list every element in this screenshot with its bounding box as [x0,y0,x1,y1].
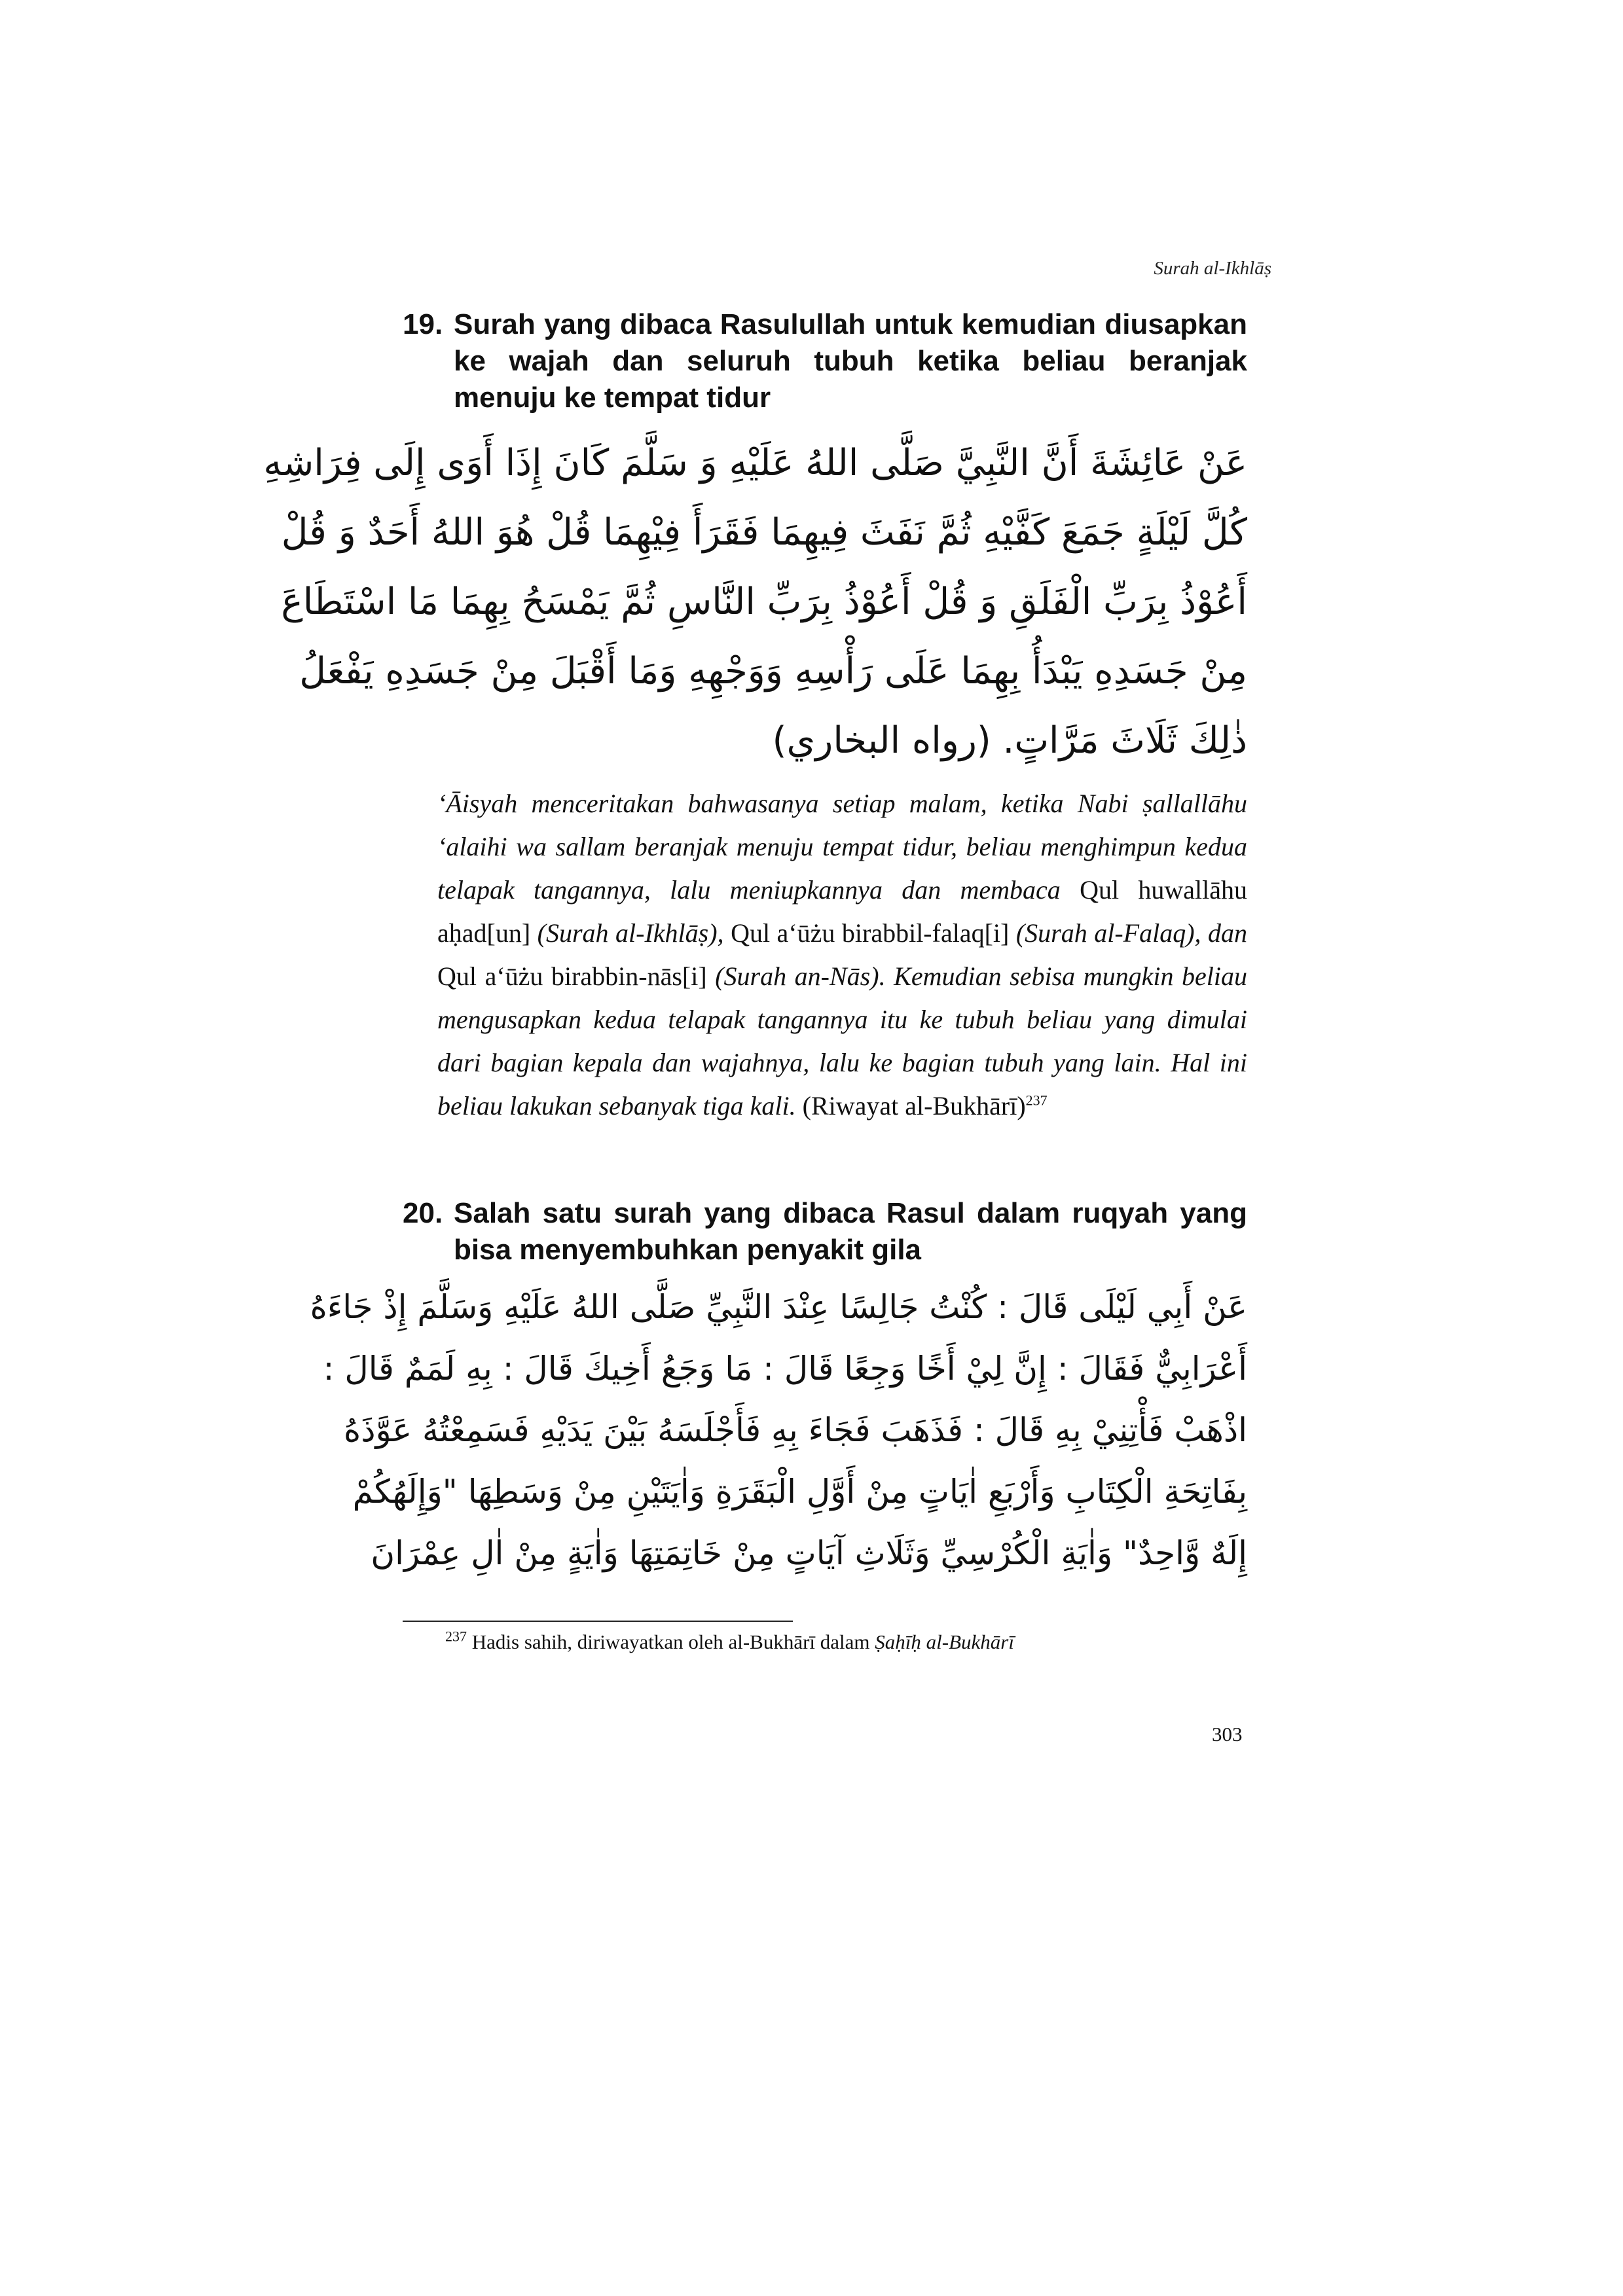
footnote-divider [403,1621,793,1622]
arabic-line: بِفَاتِحَةِ الْكِتَابِ وَأَرْبَعِ اٰيَاتٍ مِنْ أَوَّلِ الْبَقَرَةِ وَاٰيَتَيْنِ مِنْ وَسَطِهَا "وَإِلَهُكُمْ [352,1473,1247,1511]
arabic-line: أَعُوْذُ بِرَبِّ الْفَلَقِ وَ قُلْ أَعُوْذُ بِرَبِّ النَّاسِ ثُمَّ يَمْسَحُ بِهِمَا مَا اسْتَطَاعَ [281,581,1247,623]
translation-text: (Surah an-Nās). Kemudian sebisa mungkin beliau mengusapkan kedua telapak tangannya itu ke tubuh beliau yang dimulai dari bagian kepala dan wajahnya, lalu ke bagian tubuh yang lain. Hal ini beliau lakukan sebanyak tiga kali. [437,961,1247,1121]
transliteration: Qul a‘ūżu birabbin-nās[i] [437,961,707,991]
footnote-text: Hadis sahih, diriwayatkan oleh al-Bukhārī dalam [471,1630,870,1653]
footnote [445,1626,1014,1658]
arabic-line: عَنْ عَائِشَةَ أَنَّ النَّبِيَّ صَلَّى اللهُ عَلَيْهِ وَ سَلَّمَ كَانَ إِذَا أَوَى إِلَى فِرَاشِهِ [263,442,1247,484]
section-20-arabic-text [310,1276,1247,1584]
section-20-title: Salah satu surah yang dibaca Rasul dalam ruqyah yang bisa menyembuhkan penyakit gila [454,1197,1247,1266]
hadith-source: (Riwayat al-Bukhārī) [802,1091,1026,1121]
section-20-heading [403,1195,1247,1268]
transliteration: Qul a‘ūżu birabbil-falaq[i] [731,918,1010,948]
section-19-arabic-text [263,429,1247,776]
arabic-line: اذْهَبْ فَأْتِنِيْ بِهِ قَالَ : فَذَهَبَ فَجَاءَ بِهِ فَأَجْلَسَهُ بَيْنَ يَدَيْهِ فَسَمِعْتُهُ عَوَّذَهُ [344,1411,1247,1449]
page-number: 303 [1212,1723,1243,1746]
footnote-book-title: Ṣaḥīḥ al-Bukhārī [875,1630,1014,1653]
arabic-line: ذٰلِكَ ثَلَاثَ مَرَّاتٍ. (رواه البخاري) [772,719,1247,762]
surah-reference: (Surah al-Falaq), dan [1015,918,1248,948]
arabic-line: عَنْ أَبِي لَيْلَى قَالَ : كُنْتُ جَالِسًا عِنْدَ النَّبِيِّ صَلَّى اللهُ عَلَيْهِ وَسَلَّمَ إِذْ جَاءَهُ [310,1288,1247,1326]
section-19-number: 19. [403,308,443,340]
section-19-translation [437,782,1247,1128]
arabic-line: أَعْرَابِيٌّ فَقَالَ : إِنَّ لِيْ أَخًا وَجِعًا قَالَ : مَا وَجَعُ أَخِيكَ قَالَ : بِهِ لَمَمٌ قَالَ : [323,1350,1247,1388]
translation-text: ‘Āisyah menceritakan bahwasanya setiap malam, ketika Nabi ṣallallāhu ‘alaihi wa sallam beranjak menuju tempat tidur, beliau menghimpun kedua telapak tangannya, lalu meniupkannya dan membaca [437,789,1247,905]
section-19-title: Surah yang dibaca Rasulullah untuk kemudian diusapkan ke wajah dan seluruh tubuh ketika beliau beranjak menuju ke tempat tidur [454,308,1247,414]
surah-reference: (Surah al-Ikhlāṣ), [537,918,724,948]
footnote-reference[interactable]: 237 [1025,1092,1048,1109]
footnote-number: 237 [445,1628,467,1645]
arabic-line: إِلَهٌ وَّاحِدٌ" وَاٰيَةِ الْكُرْسِيِّ وَثَلَاثِ آيَاتٍ مِنْ خَاتِمَتِهَا وَاٰيَةٍ مِنْ اٰلِ عِمْرَانَ [371,1534,1247,1572]
section-20-number: 20. [403,1197,443,1229]
running-head: Surah al-Ikhlāṣ [1154,258,1271,279]
section-19-heading [403,306,1247,416]
arabic-line: كُلَّ لَيْلَةٍ جَمَعَ كَفَّيْهِ ثُمَّ نَفَثَ فِيهِمَا فَقَرَأَ فِيْهِمَا قُلْ هُوَ اللهُ أَحَدٌ وَ قُلْ [281,511,1247,554]
transliteration: Qul huwallāhu aḥad[un] [437,875,1248,948]
arabic-line: مِنْ جَسَدِهِ يَبْدَأُ بِهِمَا عَلَى رَأْسِهِ وَوَجْهِهِ وَمَا أَقْبَلَ مِنْ جَسَدِهِ يَفْعَلُ [299,650,1247,692]
